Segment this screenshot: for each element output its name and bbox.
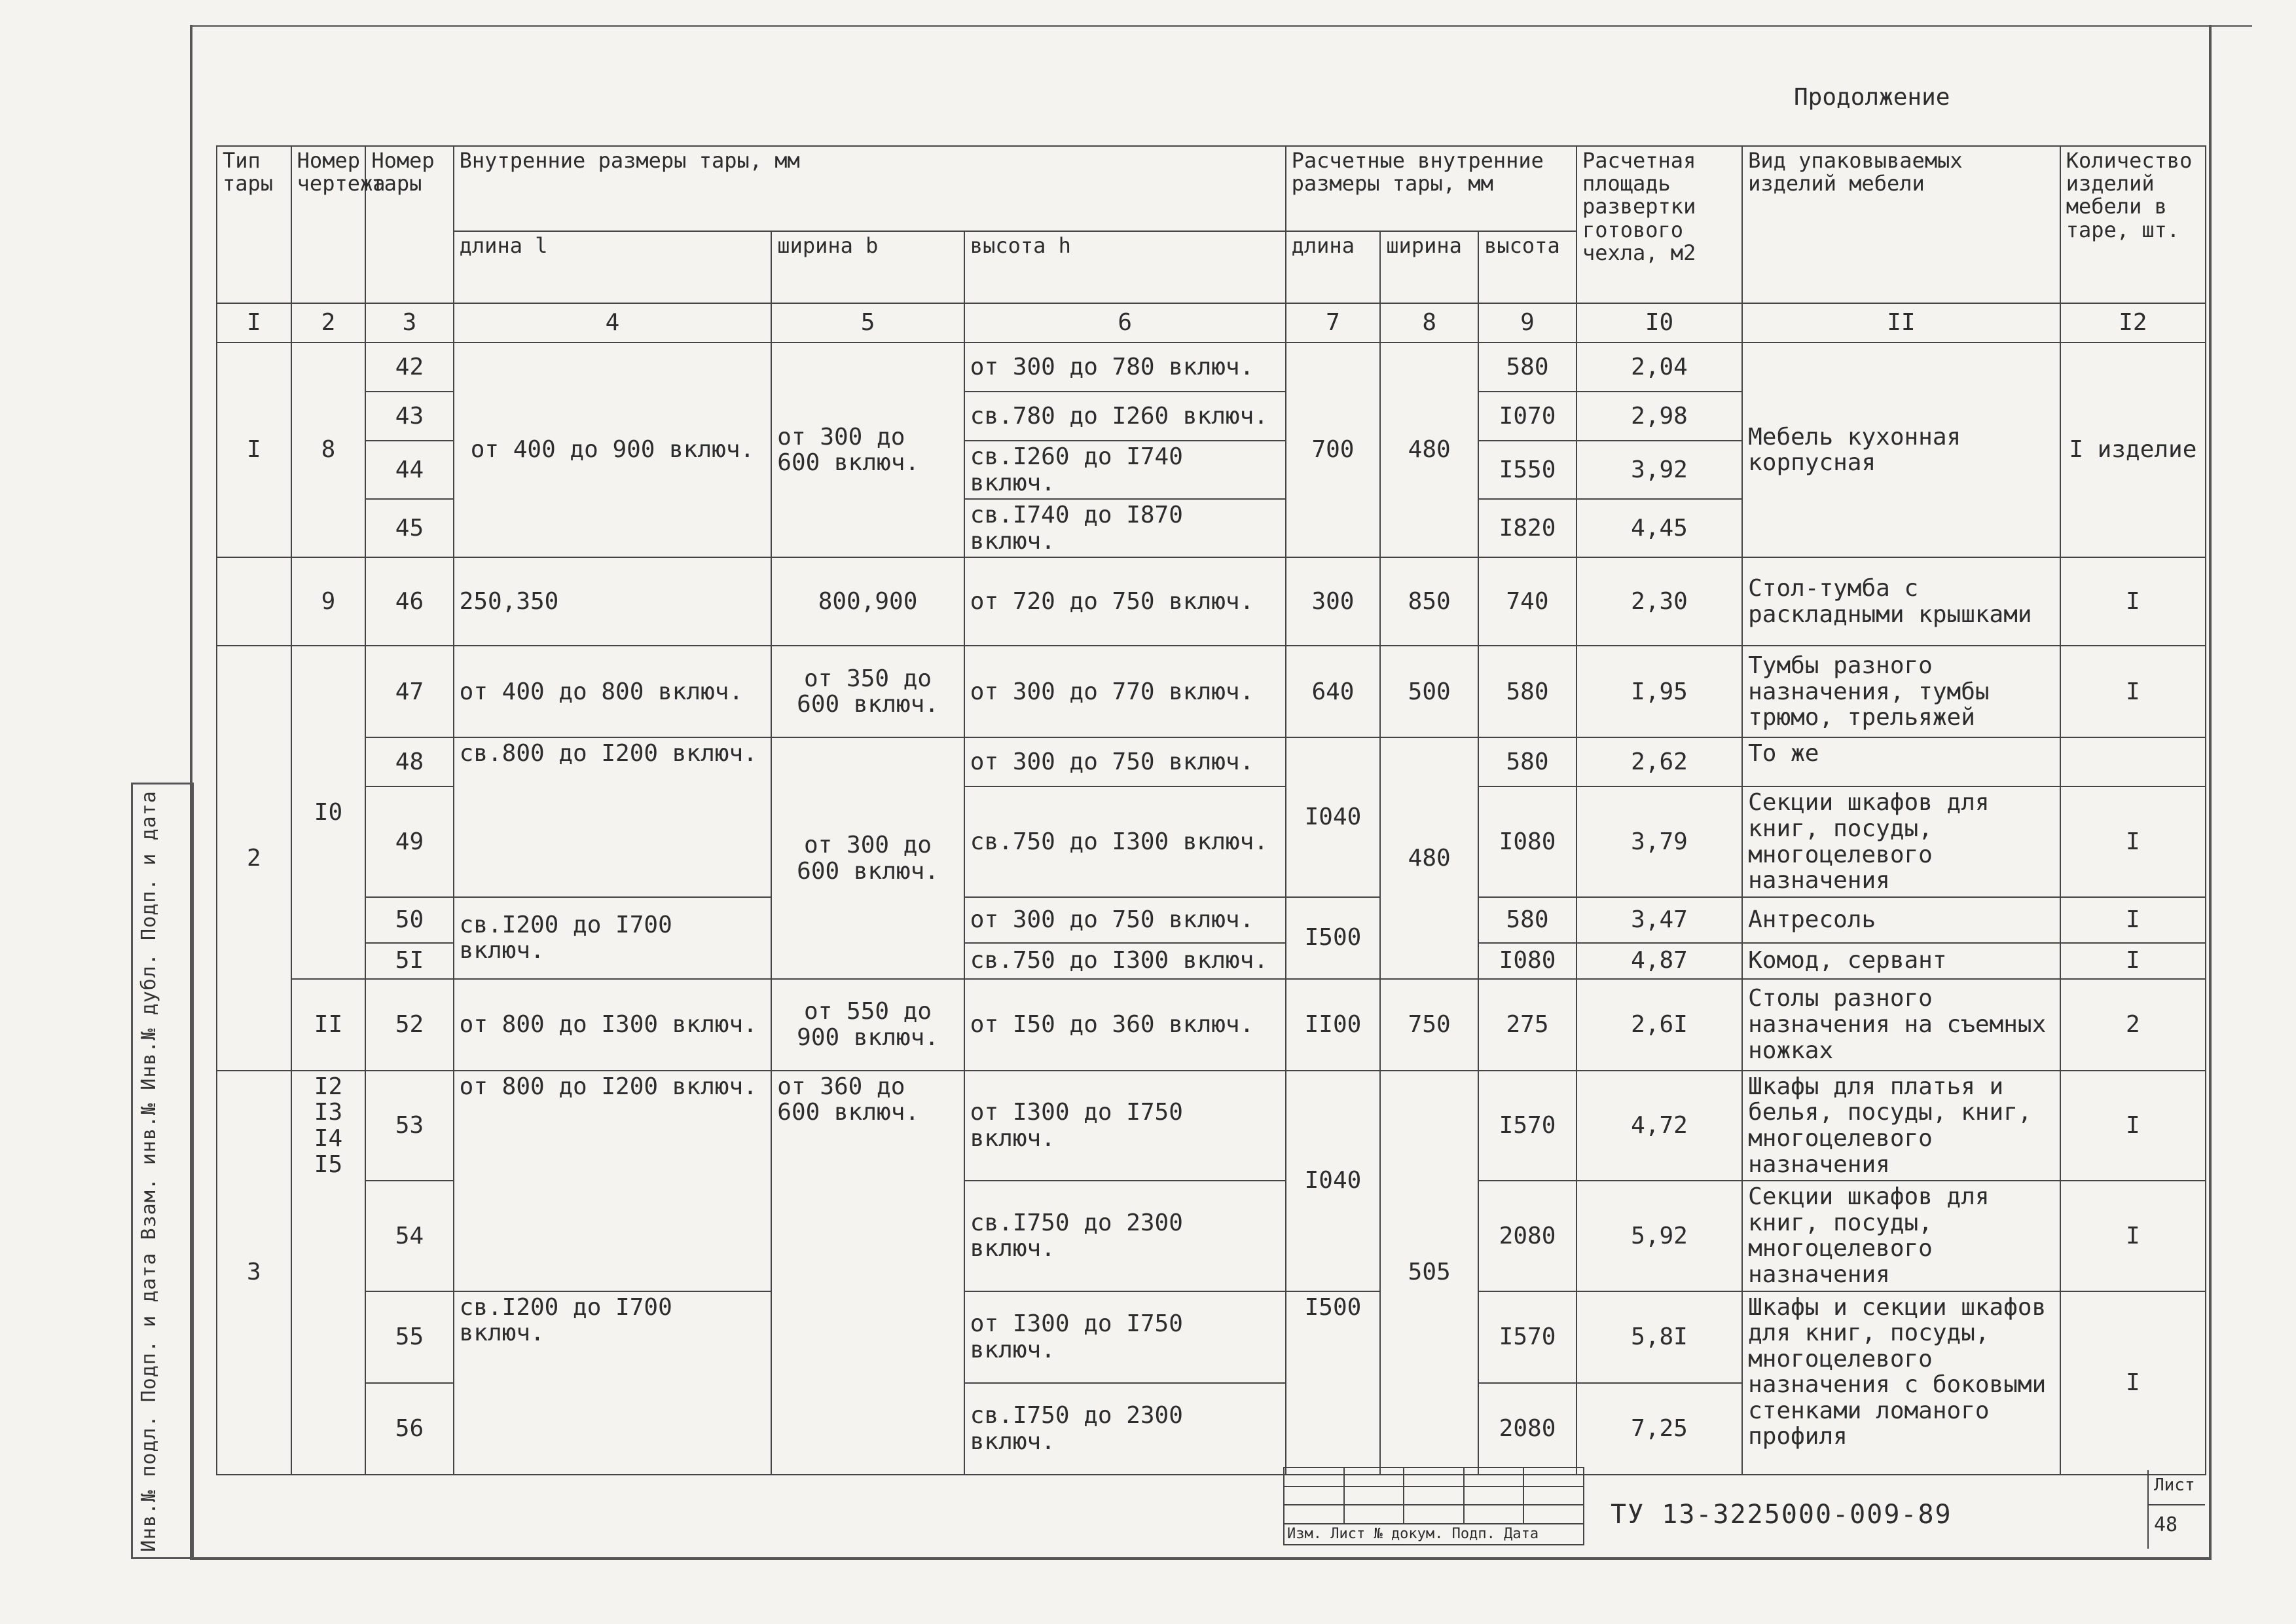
header-qty: Количество изделий мебели в таре, шт. xyxy=(2060,146,2206,303)
cell-area: 2,98 xyxy=(1576,392,1742,441)
cell-width: от 300 до 600 включ. xyxy=(771,737,964,978)
cell-qty: I xyxy=(2060,1181,2206,1291)
cell-area: 3,47 xyxy=(1576,897,1742,943)
cell-drawing: 8 xyxy=(291,342,366,557)
side-stamp-text: Инв.№ подл. Подп. и дата Взам. инв.№ Инв.№ дубл. Подп. и дата xyxy=(137,790,160,1552)
cell-calc-length: I040 xyxy=(1286,737,1381,896)
table-row-52 xyxy=(217,979,2206,1071)
cell-qty: 2 xyxy=(2060,979,2206,1071)
cell-qty: I xyxy=(2060,1291,2206,1475)
table-row-50 xyxy=(217,897,2206,943)
cell-number: 44 xyxy=(365,441,453,499)
col-num: I0 xyxy=(1576,303,1742,342)
cell-area: 3,79 xyxy=(1576,786,1742,896)
column-number-row xyxy=(217,303,2206,342)
col-num: I xyxy=(217,303,291,342)
header-kind: Вид упаковываемых изделий мебели xyxy=(1742,146,2060,303)
cell-drawing: I2 I3 I4 I5 xyxy=(291,1071,366,1475)
table-row-46 xyxy=(217,557,2206,646)
cell-calc-height: I820 xyxy=(1478,499,1576,557)
cell-qty: I xyxy=(2060,646,2206,737)
cell-drawing: II xyxy=(291,979,366,1071)
sheet-label: Лист xyxy=(2154,1475,2195,1495)
cell-length: 250,350 xyxy=(454,557,772,646)
cell-area: 3,92 xyxy=(1576,441,1742,499)
cell-calc-length: 700 xyxy=(1286,342,1381,557)
cell-number: 49 xyxy=(365,786,453,896)
table-row-42 xyxy=(217,342,2206,392)
cell-area: 4,45 xyxy=(1576,499,1742,557)
table-row-47 xyxy=(217,646,2206,737)
cell-height: от 300 до 750 включ. xyxy=(964,737,1286,786)
cell-number: 45 xyxy=(365,499,453,557)
header-drawing: Номер чертежа xyxy=(291,146,366,303)
cell-drawing: I0 xyxy=(291,646,366,978)
col-num: 3 xyxy=(365,303,453,342)
cell-calc-width: 750 xyxy=(1380,979,1478,1071)
cell-area: 4,72 xyxy=(1576,1071,1742,1181)
cell-height: от I300 до I750 включ. xyxy=(964,1291,1286,1383)
cell-type: I xyxy=(217,342,291,557)
header-type: Тип тары xyxy=(217,146,291,303)
cell-height: от 300 до 770 включ. xyxy=(964,646,1286,737)
cell-calc-height: I570 xyxy=(1478,1071,1576,1181)
cell-length: от 400 до 900 включ. xyxy=(454,342,772,557)
cell-calc-length: II00 xyxy=(1286,979,1381,1071)
cell-qty: I xyxy=(2060,786,2206,896)
header-row-1 xyxy=(217,146,2206,231)
cell-calc-height: 2080 xyxy=(1478,1383,1576,1475)
cell-width: от 550 до 900 включ. xyxy=(771,979,964,1071)
cell-calc-width: 500 xyxy=(1380,646,1478,737)
cell-calc-width: 480 xyxy=(1380,342,1478,557)
cell-calc-width: 850 xyxy=(1380,557,1478,646)
cell-number: 47 xyxy=(365,646,453,737)
cell-qty xyxy=(2060,737,2206,786)
cell-height: от I50 до 360 включ. xyxy=(964,979,1286,1071)
cell-width: 800,900 xyxy=(771,557,964,646)
header-calc-dims: Расчетные внутренние размеры тары, мм xyxy=(1286,146,1576,231)
cell-calc-width: 505 xyxy=(1380,1071,1478,1475)
cell-qty: I xyxy=(2060,1071,2206,1181)
col-num: 9 xyxy=(1478,303,1576,342)
cell-calc-length: I040 xyxy=(1286,1071,1381,1291)
header-area: Расчетная площадь развертки готового чехла, м2 xyxy=(1576,146,1742,303)
col-num: 5 xyxy=(771,303,964,342)
cell-kind: Стол-тумба с раскладными крышками xyxy=(1742,557,2060,646)
cell-area: 5,8I xyxy=(1576,1291,1742,1383)
col-num: I2 xyxy=(2060,303,2206,342)
sheet-box xyxy=(2147,1470,2205,1549)
table-row-55 xyxy=(217,1291,2206,1383)
cell-height: св.750 до I300 включ. xyxy=(964,786,1286,896)
cell-number: 48 xyxy=(365,737,453,786)
cell-height: от I300 до I750 включ. xyxy=(964,1071,1286,1181)
cell-height: св.780 до I260 включ. xyxy=(964,392,1286,441)
document-number: ТУ 13-3225000-009-89 xyxy=(1611,1500,1952,1530)
cell-length: от 400 до 800 включ. xyxy=(454,646,772,737)
cell-length: св.800 до I200 включ. xyxy=(454,737,772,896)
cell-kind: Секции шкафов для книг, посуды, многоцелевого назначения xyxy=(1742,1181,2060,1291)
table-row-53 xyxy=(217,1071,2206,1181)
sheet-divider xyxy=(2149,1504,2205,1505)
cell-calc-height: I070 xyxy=(1478,392,1576,441)
cell-height: от 720 до 750 включ. xyxy=(964,557,1286,646)
cell-width: от 300 до 600 включ. xyxy=(771,342,964,557)
cell-calc-height: I570 xyxy=(1478,1291,1576,1383)
cell-number: 56 xyxy=(365,1383,453,1475)
cell-calc-length: 300 xyxy=(1286,557,1381,646)
col-num: 8 xyxy=(1380,303,1478,342)
cell-kind: Антресоль xyxy=(1742,897,2060,943)
cell-kind: Секции шкафов для книг, посуды, многоцелевого назначения xyxy=(1742,786,2060,896)
cell-calc-height: 275 xyxy=(1478,979,1576,1071)
cell-length: св.I200 до I700 включ. xyxy=(454,1291,772,1475)
cell-kind: То же xyxy=(1742,737,2060,786)
col-num: II xyxy=(1742,303,2060,342)
cell-calc-height: 580 xyxy=(1478,737,1576,786)
cell-length: от 800 до I200 включ. xyxy=(454,1071,772,1291)
cell-height: от 300 до 750 включ. xyxy=(964,897,1286,943)
cell-calc-height: 580 xyxy=(1478,646,1576,737)
cell-calc-length: I500 xyxy=(1286,897,1381,979)
cell-height: св.I750 до 2300 включ. xyxy=(964,1181,1286,1291)
sheet-number: 48 xyxy=(2154,1513,2178,1536)
cell-number: 46 xyxy=(365,557,453,646)
cell-type: 2 xyxy=(217,646,291,1070)
cell-calc-width: 480 xyxy=(1380,737,1478,978)
col-num: 4 xyxy=(454,303,772,342)
cell-number: 55 xyxy=(365,1291,453,1383)
cell-kind: Шкафы для платья и белья, посуды, книг, многоцелевого назначения xyxy=(1742,1071,2060,1181)
cell-area: 2,62 xyxy=(1576,737,1742,786)
table-row-48 xyxy=(217,737,2206,786)
cell-number: 52 xyxy=(365,979,453,1071)
cell-kind: Комод, сервант xyxy=(1742,943,2060,979)
header-inner-dims: Внутренние размеры тары, мм xyxy=(454,146,1286,231)
col-num: 6 xyxy=(964,303,1286,342)
cell-area: 2,30 xyxy=(1576,557,1742,646)
cell-height: св.I260 до I740 включ. xyxy=(964,441,1286,499)
header-number: Номер тары xyxy=(365,146,453,303)
cell-height: св.750 до I300 включ. xyxy=(964,943,1286,979)
cell-kind: Столы разного назначения на съемных ножках xyxy=(1742,979,2060,1071)
stamp-labels: Изм. Лист № докум. Подп. Дата xyxy=(1284,1524,1584,1545)
cell-length: св.I200 до I700 включ. xyxy=(454,897,772,979)
cell-kind: Тумбы разного назначения, тумбы трюмо, трельяжей xyxy=(1742,646,2060,737)
header-height: высота h xyxy=(964,231,1286,303)
cell-drawing: 9 xyxy=(291,557,366,646)
cell-height: от 300 до 780 включ. xyxy=(964,342,1286,392)
continuation-label: Продолжение xyxy=(1794,84,1950,111)
col-num: 7 xyxy=(1286,303,1381,342)
cell-calc-height: I080 xyxy=(1478,786,1576,896)
cell-calc-length: 640 xyxy=(1286,646,1381,737)
cell-area: 5,92 xyxy=(1576,1181,1742,1291)
cell-calc-length: I500 xyxy=(1286,1291,1381,1475)
cell-calc-height: I550 xyxy=(1478,441,1576,499)
cell-kind: Мебель кухонная корпусная xyxy=(1742,342,2060,557)
cell-area: 4,87 xyxy=(1576,943,1742,979)
cell-area: 2,04 xyxy=(1576,342,1742,392)
cell-number: 42 xyxy=(365,342,453,392)
cell-calc-height: 2080 xyxy=(1478,1181,1576,1291)
cell-area: 7,25 xyxy=(1576,1383,1742,1475)
cell-area: I,95 xyxy=(1576,646,1742,737)
cell-number: 5I xyxy=(365,943,453,979)
cell-number: 50 xyxy=(365,897,453,943)
cell-width: от 350 до 600 включ. xyxy=(771,646,964,737)
header-calc-height: высота xyxy=(1478,231,1576,303)
header-length: длина l xyxy=(454,231,772,303)
col-num: 2 xyxy=(291,303,366,342)
cell-calc-height: 580 xyxy=(1478,342,1576,392)
cell-height: св.I750 до 2300 включ. xyxy=(964,1383,1286,1475)
cell-type xyxy=(217,557,291,646)
furniture-packaging-table xyxy=(216,145,2206,1475)
cell-width: от 360 до 600 включ. xyxy=(771,1071,964,1475)
cell-number: 53 xyxy=(365,1071,453,1181)
cell-type: 3 xyxy=(217,1071,291,1475)
cell-number: 43 xyxy=(365,392,453,441)
cell-number: 54 xyxy=(365,1181,453,1291)
cell-calc-height: 580 xyxy=(1478,897,1576,943)
cell-qty: I xyxy=(2060,557,2206,646)
cell-calc-height: 740 xyxy=(1478,557,1576,646)
cell-qty: I xyxy=(2060,897,2206,943)
header-calc-width: ширина xyxy=(1380,231,1478,303)
header-width: ширина b xyxy=(771,231,964,303)
cell-kind: Шкафы и секции шкафов для книг, посуды, многоцелевого назначения с боковыми стенками ломаного профиля xyxy=(1742,1291,2060,1475)
header-calc-length: длина xyxy=(1286,231,1381,303)
title-block-stamp xyxy=(1283,1467,1584,1545)
cell-calc-height: I080 xyxy=(1478,943,1576,979)
cell-area: 2,6I xyxy=(1576,979,1742,1071)
cell-qty: I изделие xyxy=(2060,342,2206,557)
cell-qty: I xyxy=(2060,943,2206,979)
cell-height: св.I740 до I870 включ. xyxy=(964,499,1286,557)
cell-length: от 800 до I300 включ. xyxy=(454,979,772,1071)
